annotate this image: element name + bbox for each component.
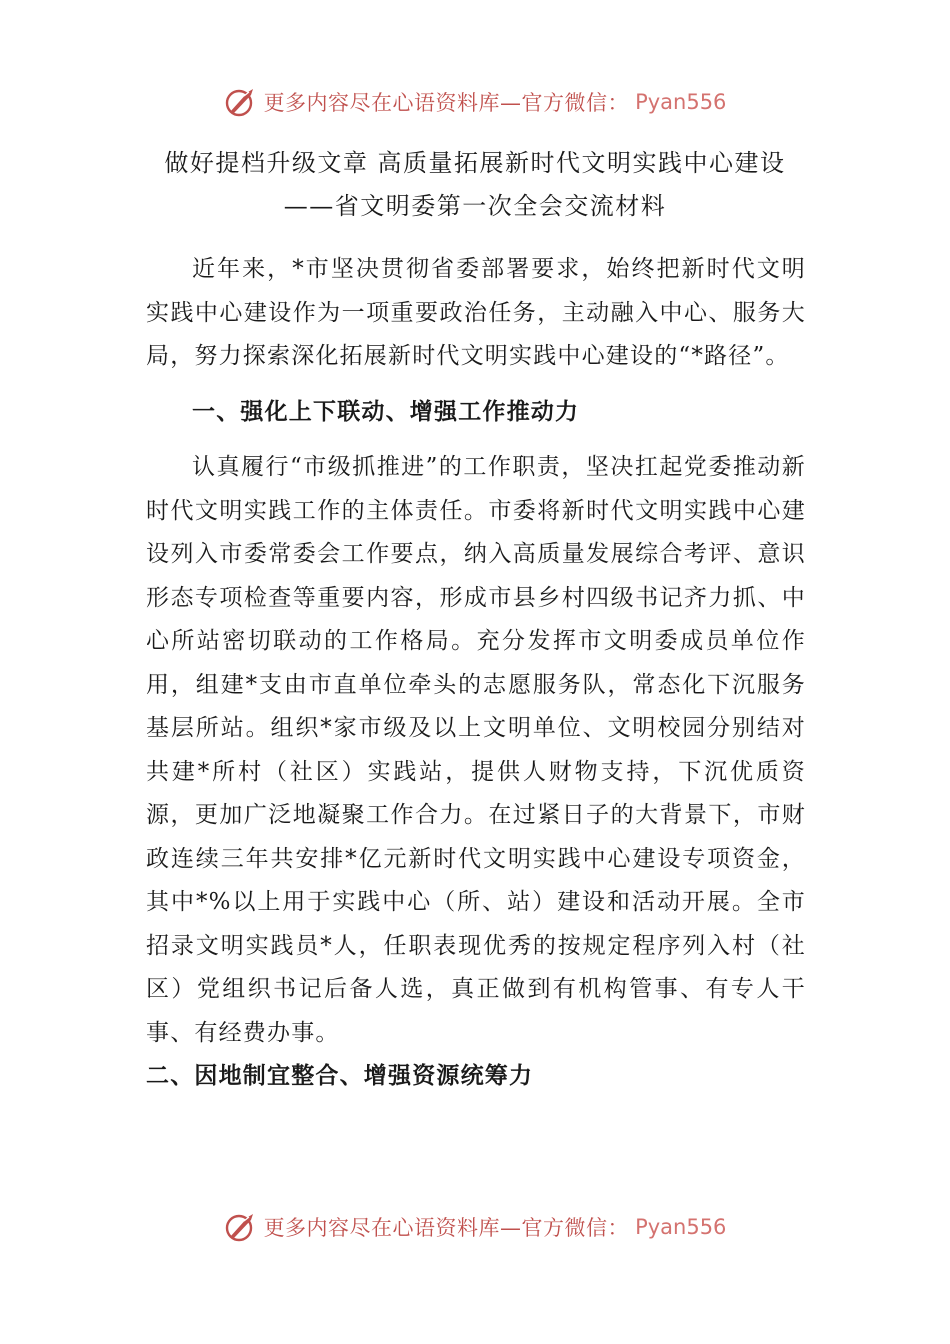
pen-quill-icon [224,1211,258,1243]
intro-paragraph: 近年来，*市坚决贯彻省委部署要求，始终把新时代文明实践中心建设作为一项重要政治任务，主动融入中心、服务大局，努力探索深化拓展新时代文明实践中心建设的“*路径”。 [146,256,806,369]
section-1-paragraph: 认真履行“市级抓推进”的工作职责，坚决扛起党委推动新时代文明实践工作的主体责任。市委将新时代文明实践中心建设列入市委常委会工作要点，纳入高质量发展综合考评、意识形态专项检查等重要内容，形成市县乡村四级书记齐力抓、中心所站密切联动的工作格局。充分发挥市文明委成员单位作用，组建*支由市直单位牵头的志愿服务队，常态化下沉服务基层所站。组织*家市级及以上文明单位、文明校园分别结对共建*所村（社区）实践站，提供人财物支持，下沉优质资源，更加广泛地凝聚工作合力。在过紧日子的大背景下，市财政连续三年共安排*亿元新时代文明实践中心建设专项资金，其中*%以上用于实践中心（所、站）建设和活动开展。全市招录文明实践员*人，任职表现优秀的按规定程序列入村（社区）党组织书记后备人选，真正做到有机构管事、有专人干事、有经费办事。 [146,454,806,1046]
pen-quill-icon [224,86,258,118]
header-watermark [0,86,950,118]
section-2-heading: 二、因地制宜整合、增强资源统筹力 [146,1063,534,1089]
section-1-heading: 一、强化上下联动、增强工作推动力 [192,398,580,425]
document-subtitle: ——省文明委第一次全会交流材料 [283,192,667,220]
spacer [146,434,806,446]
spacer [146,379,806,391]
watermark-wechat-id: Pyan556 [635,90,727,114]
document-title: 做好提档升级文章 高质量拓展新时代文明实践中心建设 [164,149,786,177]
document-body [146,248,806,1099]
watermark-wechat-id: Pyan556 [635,1215,727,1239]
document-title-block [0,142,950,228]
footer-watermark [0,1211,950,1243]
watermark-label: 更多内容尽在心语资料库—官方微信： [263,91,630,115]
watermark-label: 更多内容尽在心语资料库—官方微信： [263,1216,630,1240]
